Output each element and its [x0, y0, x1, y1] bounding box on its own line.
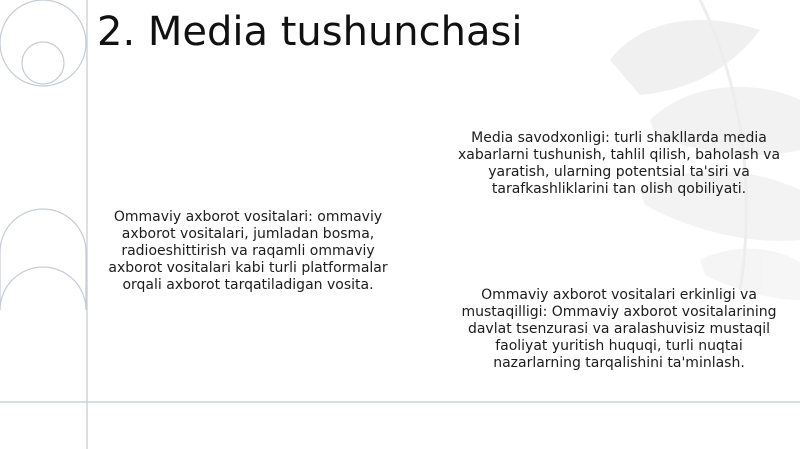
media-literacy-definition: Media savodxonligi: turli shakllarda media xabarlarni tushunish, tahlil qilish, baholash va yaratish, ularning potentsial ta'siri va tarafkashliklarini tan olish qobiliyati.	[457, 130, 781, 197]
page-title: 2. Media tushunchasi	[97, 9, 523, 55]
media-freedom-definition: Ommaviy axborot vositalari erkinligi va mustaqilligi: Ommaviy axborot vositalarining davlat tsenzurasi va aralashuvisiz mustaqil faoliyat yuritish huquqi, turli nuqtai nazarlarning tarqalishini ta'minlash.	[461, 287, 777, 371]
mass-media-definition: Ommaviy axborot vositalari: ommaviy axborot vositalari, jumladan bosma, radioeshittirish va raqamli ommaviy axborot vositalari kabi turli platformalar orqali axborot tarqatiladigan vosita.	[108, 209, 388, 293]
